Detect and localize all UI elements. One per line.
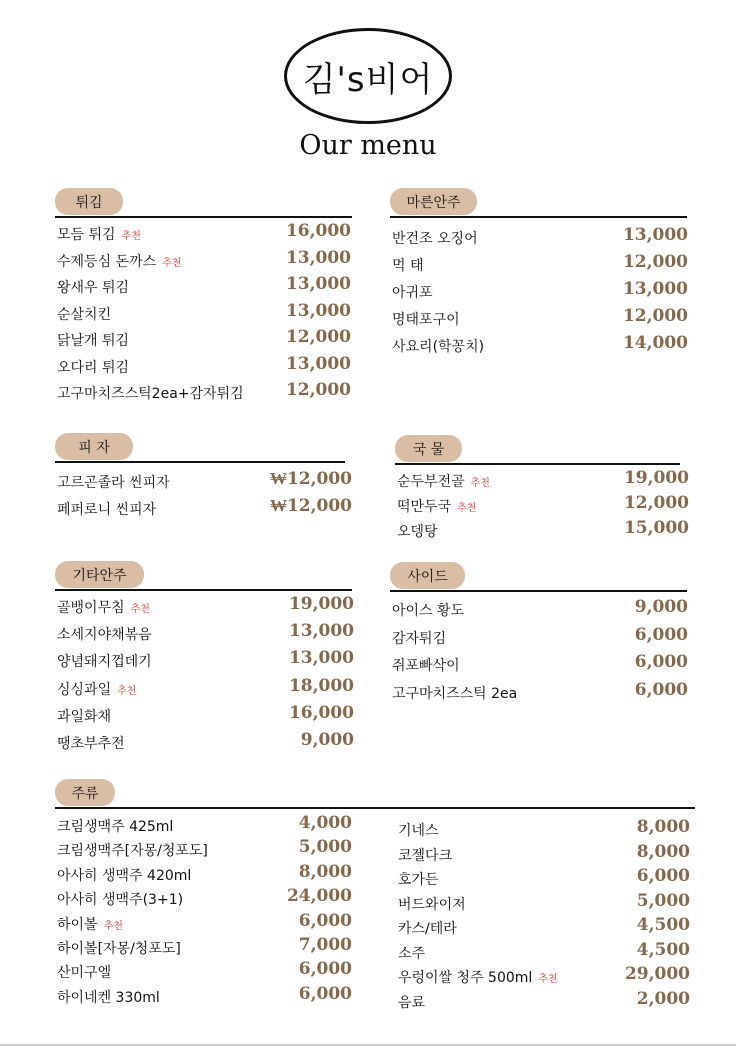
item-name: 우렁이쌀 청주 500ml bbox=[398, 970, 533, 986]
item-name: 순두부전골 bbox=[397, 474, 465, 490]
item-price: 16,000 bbox=[288, 702, 354, 723]
divider bbox=[395, 463, 680, 465]
menu-item bbox=[57, 621, 354, 651]
recommend-badge: 추천 bbox=[103, 920, 123, 932]
item-name: 모듬 튀김 bbox=[57, 227, 116, 243]
item-name: 오뎅탕 bbox=[397, 524, 438, 540]
item-price: 6,000 bbox=[634, 680, 688, 701]
item-name: 양념돼지껍데기 bbox=[57, 654, 152, 671]
item-price: 5,000 bbox=[636, 890, 690, 911]
item-price: 4,500 bbox=[636, 915, 690, 935]
item-name: 사요리(학꽁치) bbox=[392, 339, 485, 355]
item-name: 아귀포 bbox=[392, 285, 433, 301]
logo: 김's비어 bbox=[284, 28, 452, 124]
divider bbox=[55, 589, 352, 591]
item-price: 24,000 bbox=[286, 886, 352, 907]
item-name: 코젤다크 bbox=[398, 847, 453, 864]
item-list bbox=[57, 813, 352, 1011]
menu-item bbox=[398, 890, 690, 919]
divider bbox=[55, 807, 695, 809]
item-list bbox=[392, 225, 688, 363]
item-price: 4,000 bbox=[298, 813, 352, 833]
item-name: 크림생맥주[자몽/청포도] bbox=[57, 843, 208, 860]
page-title: Our menu bbox=[299, 130, 437, 161]
menu-item bbox=[57, 675, 354, 706]
menu-item bbox=[398, 817, 690, 845]
menu-item bbox=[398, 841, 690, 870]
menu-item bbox=[57, 813, 352, 840]
item-price: 9,000 bbox=[634, 597, 688, 617]
item-list bbox=[398, 817, 690, 1016]
item-name: 오다리 튀김 bbox=[57, 359, 130, 376]
item-price: 15,000 bbox=[623, 518, 689, 538]
item-name: 먹 태 bbox=[392, 258, 424, 274]
item-price: 13,000 bbox=[285, 300, 351, 321]
item-name: 명태포구이 bbox=[392, 312, 460, 328]
item-name: 싱싱과일 bbox=[57, 681, 112, 698]
item-price: 8,000 bbox=[636, 841, 690, 862]
menu-item bbox=[57, 861, 352, 889]
item-name: 감자튀김 bbox=[392, 630, 447, 647]
item-price: 6,000 bbox=[298, 959, 352, 980]
item-name: 반건조 오징어 bbox=[392, 231, 478, 247]
menu-item bbox=[57, 247, 351, 278]
item-name: 고구마치즈스틱 2ea bbox=[392, 686, 518, 703]
divider bbox=[390, 590, 687, 592]
item-price: 12,000 bbox=[285, 327, 351, 347]
item-price: 6,000 bbox=[298, 910, 352, 931]
item-name: 음료 bbox=[398, 994, 426, 1011]
menu-item bbox=[397, 468, 689, 496]
menu-item bbox=[392, 306, 688, 336]
menu-item bbox=[398, 964, 690, 992]
item-price: 29,000 bbox=[624, 964, 690, 984]
item-name: 기네스 bbox=[398, 823, 439, 839]
menu-item bbox=[392, 333, 688, 363]
menu-item bbox=[392, 225, 688, 255]
menu-item bbox=[392, 680, 688, 711]
section-header: 주류 bbox=[55, 779, 115, 806]
menu-item bbox=[57, 959, 352, 986]
item-name: 소세지야채볶음 bbox=[57, 627, 152, 644]
divider bbox=[0, 1044, 736, 1046]
recommend-badge: 추천 bbox=[470, 478, 490, 489]
item-name: 땡초부추전 bbox=[57, 735, 125, 752]
menu-item bbox=[392, 652, 688, 683]
item-name: 고구마치즈스틱2ea+감자튀김 bbox=[57, 386, 244, 402]
item-price: 13,000 bbox=[288, 648, 354, 669]
section-header: 피 자 bbox=[55, 433, 133, 460]
item-price: 13,000 bbox=[622, 279, 688, 299]
menu-item bbox=[57, 327, 351, 357]
item-price: 18,000 bbox=[288, 675, 354, 696]
divider bbox=[55, 461, 345, 463]
recommend-badge: 추천 bbox=[130, 604, 150, 615]
menu-item bbox=[392, 252, 688, 282]
section-header: 국 물 bbox=[395, 435, 462, 462]
item-name: 하이네켄 330ml bbox=[57, 989, 160, 1006]
item-name: 떡만두국 bbox=[397, 499, 452, 515]
menu-item bbox=[57, 380, 351, 410]
item-name: 아사히 생맥주(3+1) bbox=[57, 892, 184, 909]
item-list bbox=[397, 468, 689, 546]
item-price: ₩12,000 bbox=[269, 496, 352, 516]
item-price: 13,000 bbox=[285, 247, 351, 268]
menu-item bbox=[57, 648, 354, 678]
recommend-badge: 추천 bbox=[117, 685, 137, 697]
item-price: 12,000 bbox=[623, 493, 689, 513]
item-price: 2,000 bbox=[636, 988, 690, 1009]
recommend-badge: 추천 bbox=[538, 974, 558, 985]
item-list bbox=[57, 469, 352, 526]
item-price: 12,000 bbox=[622, 306, 688, 326]
divider bbox=[390, 216, 687, 218]
item-price: 4,500 bbox=[636, 939, 690, 960]
item-list bbox=[57, 594, 354, 760]
menu-item bbox=[392, 279, 688, 309]
item-name: 고르곤졸라 씬피자 bbox=[57, 475, 170, 491]
menu-item bbox=[397, 493, 689, 521]
menu-item bbox=[57, 837, 352, 864]
item-name: 호가든 bbox=[398, 872, 439, 888]
item-price: ₩12,000 bbox=[269, 469, 352, 489]
divider bbox=[55, 216, 352, 218]
item-price: 8,000 bbox=[298, 861, 352, 882]
menu-item bbox=[57, 300, 351, 331]
item-name: 크림생맥주 425ml bbox=[57, 819, 174, 835]
item-name: 과일화채 bbox=[57, 708, 112, 725]
menu-item bbox=[397, 518, 689, 546]
item-price: 13,000 bbox=[285, 353, 351, 374]
item-list bbox=[57, 221, 351, 410]
item-name: 쥐포빠삭이 bbox=[392, 658, 460, 675]
item-price: 6,000 bbox=[634, 652, 688, 673]
item-name: 하이볼[자몽/청포도] bbox=[57, 940, 181, 957]
item-price: 6,000 bbox=[634, 624, 688, 645]
section-header: 사이드 bbox=[390, 562, 465, 589]
menu-item bbox=[57, 353, 351, 384]
item-name: 산미구엘 bbox=[57, 965, 112, 982]
menu-item bbox=[57, 983, 352, 1011]
menu-item bbox=[57, 274, 351, 304]
menu-item bbox=[57, 910, 352, 938]
item-price: 13,000 bbox=[285, 274, 351, 294]
item-price: 6,000 bbox=[298, 983, 352, 1004]
item-price: 6,000 bbox=[636, 866, 690, 886]
menu-item bbox=[392, 624, 688, 656]
menu-item bbox=[57, 702, 354, 733]
menu-item bbox=[398, 866, 690, 894]
item-price: 16,000 bbox=[285, 221, 351, 241]
menu-item bbox=[392, 597, 688, 628]
item-price: 7,000 bbox=[298, 934, 352, 955]
menu-item bbox=[57, 221, 351, 251]
menu-item bbox=[57, 594, 354, 624]
recommend-badge: 추천 bbox=[121, 231, 141, 242]
item-price: 12,000 bbox=[285, 380, 351, 400]
menu-item bbox=[398, 915, 690, 943]
menu-item bbox=[398, 988, 690, 1017]
item-price: 13,000 bbox=[288, 621, 354, 642]
item-price: 12,000 bbox=[622, 252, 688, 272]
section-header: 튀김 bbox=[55, 188, 123, 215]
item-name: 카스/테라 bbox=[398, 921, 457, 937]
recommend-badge: 추천 bbox=[457, 503, 477, 514]
menu-item bbox=[57, 934, 352, 962]
item-price: 5,000 bbox=[298, 837, 352, 858]
item-name: 페퍼로니 씬피자 bbox=[57, 502, 157, 518]
item-name: 닭날개 튀김 bbox=[57, 333, 130, 349]
menu-item bbox=[57, 469, 352, 499]
item-list bbox=[392, 597, 688, 711]
item-price: 13,000 bbox=[622, 225, 688, 245]
item-name: 수제등심 돈까스 bbox=[57, 253, 157, 270]
menu-item bbox=[398, 939, 690, 968]
item-price: 14,000 bbox=[622, 333, 688, 353]
item-name: 버드와이저 bbox=[398, 896, 466, 913]
item-name: 아이스 황도 bbox=[392, 603, 465, 619]
item-name: 왕새우 튀김 bbox=[57, 280, 130, 296]
item-name: 하이볼 bbox=[57, 916, 98, 933]
item-price: 19,000 bbox=[288, 594, 354, 614]
item-price: 9,000 bbox=[300, 729, 354, 750]
section-header: 마른안주 bbox=[390, 188, 477, 215]
item-name: 순살치킨 bbox=[57, 306, 112, 323]
menu-item bbox=[57, 729, 354, 760]
item-price: 19,000 bbox=[623, 468, 689, 488]
item-name: 아사히 생맥주 420ml bbox=[57, 867, 192, 884]
section-header: 기타안주 bbox=[55, 561, 144, 588]
item-name: 소주 bbox=[398, 945, 426, 962]
item-name: 골뱅이무침 bbox=[57, 600, 125, 616]
menu-item bbox=[57, 886, 352, 913]
recommend-badge: 추천 bbox=[162, 257, 182, 269]
item-price: 8,000 bbox=[636, 817, 690, 837]
menu-item bbox=[57, 496, 352, 526]
